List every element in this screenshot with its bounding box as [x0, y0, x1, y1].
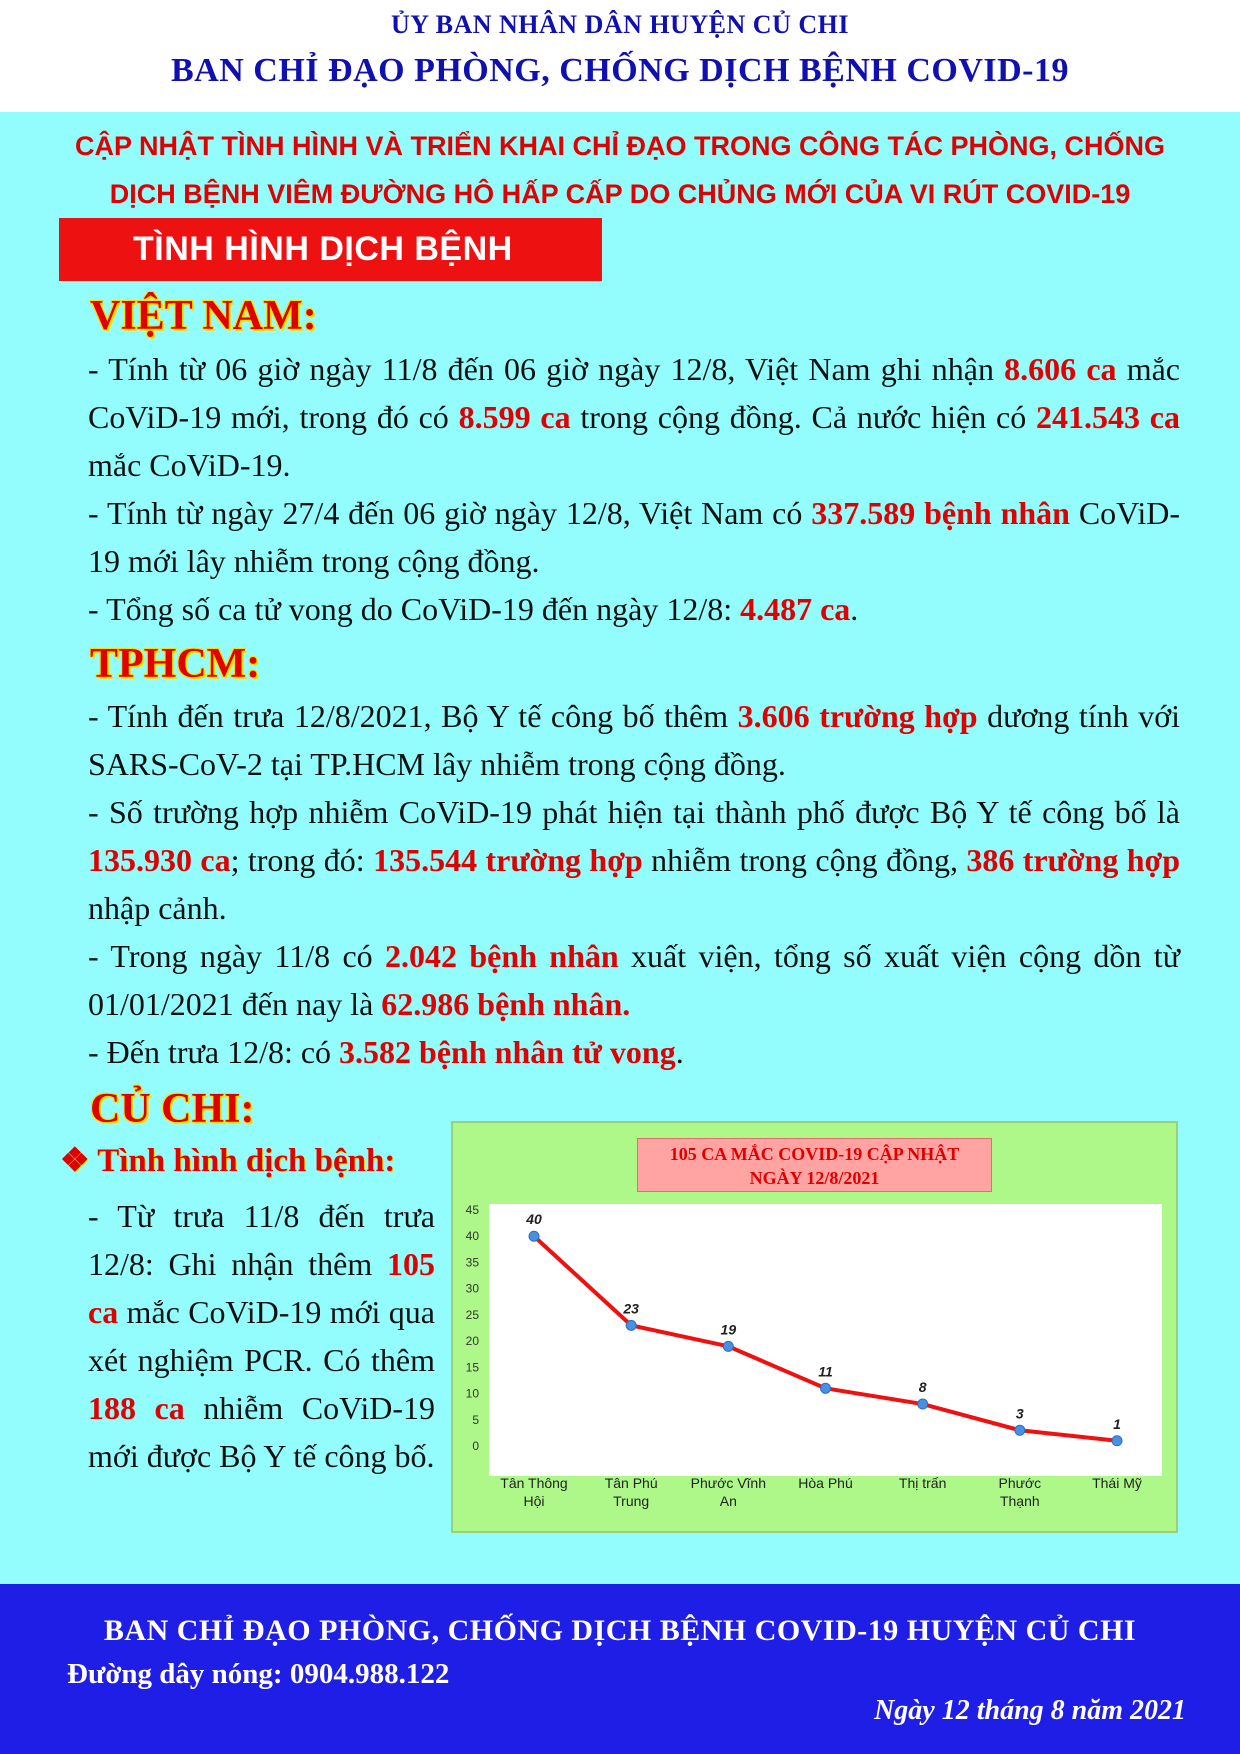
data-label: 3 [1015, 1405, 1024, 1422]
paragraph-text: - Tính đến trưa 12/8/2021, Bộ Y tế công bố thêm [88, 698, 738, 734]
paragraph-text: . [850, 591, 859, 627]
issue-date: Ngày 12 tháng 8 năm 2021 [874, 1695, 1186, 1726]
cuchi-paragraph-1 [60, 1192, 435, 1480]
highlighted-figure: 241.543 ca [1036, 399, 1181, 435]
data-label: 8 [918, 1379, 927, 1396]
highlighted-figure: 386 trường hợp [966, 842, 1181, 878]
header-steering-board: BAN CHỈ ĐẠO PHÒNG, CHỐNG DỊCH BỆNH COVID-19 [171, 52, 1069, 89]
paragraph-text: - Đến trưa 12/8: có [88, 1034, 340, 1070]
paragraph-text: dương tính với SARS-CoV-2 tại TP.HCM lây nhiễm trong cộng đồng. [88, 698, 1181, 782]
category-label: Trung [613, 1493, 650, 1509]
category-label: Hòa Phú [798, 1475, 853, 1491]
paragraph-text: xuất viện, tổng số xuất viện cộng dồn từ 01/01/2021 đến nay là [88, 938, 1181, 1022]
y-tick-label: 35 [465, 1255, 479, 1270]
y-tick-label: 0 [472, 1439, 479, 1453]
header [0, 0, 1240, 112]
highlighted-figure: 105 ca [88, 1246, 435, 1330]
highlighted-figure: 135.930 ca [88, 842, 231, 878]
y-tick-label: 40 [465, 1229, 479, 1244]
tphcm-heading: TPHCM: [90, 641, 261, 687]
header-committee: ỦY BAN NHÂN DÂN HUYỆN CỦ CHI [391, 10, 849, 39]
highlighted-figure: 8.599 ca [458, 399, 571, 435]
y-tick-label: 20 [465, 1334, 479, 1349]
tphcm-section [60, 692, 1180, 1076]
paragraph-text: - Trong ngày 11/8 có [88, 938, 386, 974]
y-tick-label: 45 [465, 1203, 479, 1217]
paragraph-text: mắc CoViD-19 mới qua xét nghiệm PCR. Có thêm [88, 1294, 435, 1378]
tphcm-paragraph-3 [60, 932, 1180, 1028]
highlighted-figure: 3.606 trường hợp [737, 698, 978, 734]
paragraph-text: mắc CoViD-19. [88, 447, 291, 483]
tphcm-paragraph-2 [60, 788, 1180, 932]
chart-plot-svg [453, 1123, 1176, 1531]
highlighted-figure: 337.589 bệnh nhân [811, 495, 1070, 531]
category-label: Thạnh [999, 1493, 1040, 1509]
paragraph-text: - Tính từ ngày 27/4 đến 06 giờ ngày 12/8, Việt Nam có [88, 495, 812, 531]
data-point [1015, 1425, 1025, 1435]
data-label: 40 [526, 1211, 542, 1228]
highlighted-figure: 135.544 trường hợp [373, 842, 643, 878]
highlighted-figure: 8.606 ca [1004, 351, 1117, 387]
vietnam-heading: VIỆT NAM: [90, 293, 317, 339]
data-point [1112, 1436, 1122, 1446]
hotline: Đường dây nóng: 0904.988.122 [67, 1658, 450, 1690]
category-label: Hội [523, 1493, 545, 1509]
cuchi-heading: CỦ CHI: [90, 1086, 255, 1132]
category-label: An [719, 1493, 737, 1509]
cuchi-sub-heading: ❖ Tình hình dịch bệnh: [60, 1143, 396, 1179]
highlighted-figure: 4.487 ca [740, 591, 851, 627]
cases-chart [451, 1121, 1178, 1533]
category-label: Thị trấn [898, 1475, 947, 1491]
vietnam-paragraph-1 [60, 345, 1180, 489]
chart-title-line-1: 105 CA MẮC COVID-19 CẬP NHẬT [669, 1144, 960, 1164]
paragraph-text: ; trong đó: [230, 842, 374, 878]
paragraph-text: - Số trường hợp nhiễm CoViD-19 phát hiện tại thành phố được Bộ Y tế công bố là [88, 794, 1180, 830]
y-tick-label: 5 [472, 1412, 479, 1427]
category-label: Tân Phú [604, 1475, 658, 1491]
category-label: Tân Thông [500, 1475, 568, 1491]
document-subtitle [20, 122, 1220, 218]
paragraph-text: nhiễm trong cộng đồng, [642, 842, 967, 878]
data-label: 1 [1113, 1415, 1121, 1432]
data-label: 11 [818, 1363, 833, 1380]
data-point [723, 1341, 733, 1351]
paragraph-text: - Tính từ 06 giờ ngày 11/8 đến 06 giờ ngày 12/8, Việt Nam ghi nhận [88, 351, 1005, 387]
data-label: 23 [623, 1300, 639, 1317]
highlighted-figure: 3.582 bệnh nhân tử vong [339, 1034, 676, 1070]
data-label: 19 [720, 1321, 737, 1338]
y-tick-label: 25 [465, 1307, 479, 1322]
tphcm-paragraph-1 [60, 692, 1180, 788]
vietnam-paragraph-2 [60, 489, 1180, 585]
y-tick-label: 15 [465, 1360, 479, 1375]
highlighted-figure: 2.042 bệnh nhân [385, 938, 619, 974]
category-label: Phước Vĩnh [690, 1475, 767, 1491]
paragraph-text: nhiễm CoViD-19 mới được Bộ Y tế công bố. [88, 1390, 436, 1474]
highlighted-figure: 62.986 bệnh nhân. [381, 986, 631, 1022]
vietnam-paragraph-3 [60, 585, 1180, 633]
paragraph-text: - Từ trưa 11/8 đến trưa 12/8: Ghi nhận thêm [88, 1198, 435, 1282]
category-label: Phước [998, 1475, 1042, 1491]
subtitle-line-2: DỊCH BỆNH VIÊM ĐƯỜNG HÔ HẤP CẤP DO CHỦNG MỚI CỦA VI RÚT COVID-19 [109, 179, 1131, 209]
subtitle-line-1: CẬP NHẬT TÌNH HÌNH VÀ TRIỂN KHAI CHỈ ĐẠO TRONG CÔNG TÁC PHÒNG, CHỐNG [74, 131, 1165, 161]
data-point [821, 1383, 831, 1393]
y-tick-label: 10 [465, 1386, 479, 1401]
paragraph-text: - Tổng số ca tử vong do CoViD-19 đến ngày 12/8: [88, 591, 741, 627]
chart-title-line-2: NGÀY 12/8/2021 [749, 1168, 880, 1188]
data-point [529, 1231, 539, 1241]
category-label: Thái Mỹ [1092, 1475, 1142, 1491]
highlighted-figure: 188 ca [88, 1390, 185, 1426]
paragraph-text: trong cộng đồng. Cả nước hiện có [570, 399, 1037, 435]
paragraph-text: mắc CoViD-19 mới, trong đó có [88, 351, 1181, 435]
y-tick-label: 30 [465, 1281, 479, 1296]
vietnam-section [60, 345, 1180, 633]
footer-board-name: BAN CHỈ ĐẠO PHÒNG, CHỐNG DỊCH BỆNH COVID-19 HUYỆN CỦ CHI [103, 1614, 1137, 1647]
footer [0, 1584, 1240, 1754]
cuchi-section [60, 1192, 435, 1480]
section-banner: TÌNH HÌNH DỊCH BỆNH [59, 218, 602, 281]
paragraph-text: . [675, 1034, 684, 1070]
data-point [626, 1320, 636, 1330]
paragraph-text: CoViD-19 mới lây nhiễm trong cộng đồng. [88, 495, 1181, 579]
paragraph-text: nhập cảnh. [88, 890, 227, 926]
data-point [918, 1399, 928, 1409]
tphcm-paragraph-4 [60, 1028, 1180, 1076]
